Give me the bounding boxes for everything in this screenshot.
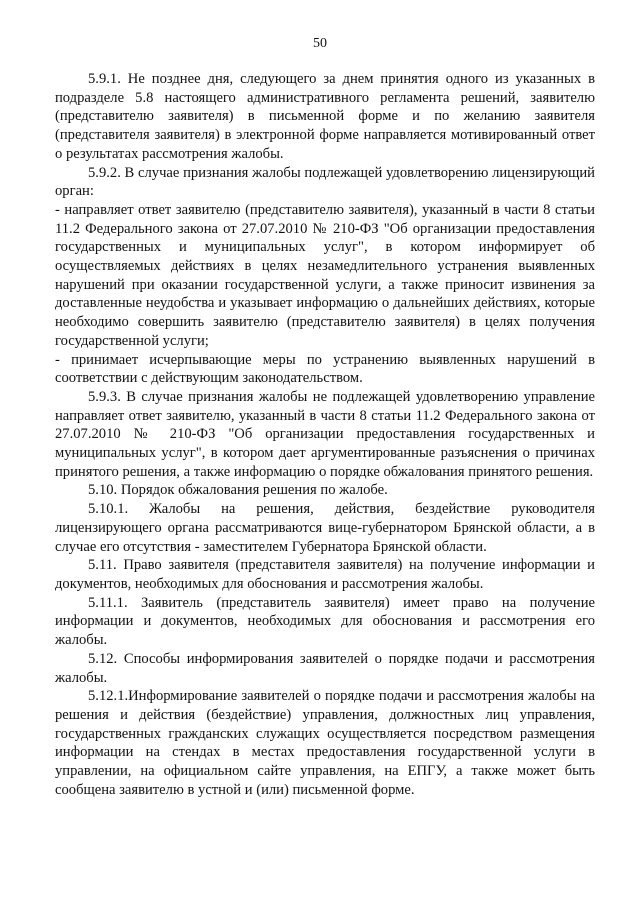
paragraph-5-9-1: 5.9.1. Не позднее дня, следующего за днем принятия одного из указанных в подразделе 5.8 настоящего административного регламента решений, заявителю (представителю заявителя) в письменной форме и по желанию заявителя (представителя заявителя) в электронной форме направляется мотивированный ответ о результатах рассмотрения жалобы. <box>55 71 595 162</box>
paragraph-5-12-1: 5.12.1.Информирование заявителей о порядке подачи и рассмотрения жалобы на решения и действия (бездействие) управления, должностных лиц управления, государственных гражданских служащих осуществляется посредством размещения информации на стендах в местах предоставления государственной услуги в управлении, на официальном сайте управления, на ЕПГУ, а также может быть сообщена заявителю в устной и (или) письменной форме. <box>55 688 595 798</box>
document-body <box>55 70 595 799</box>
paragraph-5-11: 5.11. Право заявителя (представителя заявителя) на получение информации и документов, необходимых для обоснования и рассмотрения жалобы. <box>55 557 595 592</box>
paragraph-5-9-2: 5.9.2. В случае признания жалобы подлежащей удовлетворению лицензирующий орган: <box>55 164 595 200</box>
paragraph-5-10-1: 5.10.1. Жалобы на решения, действия, бездействие руководителя лицензирующего органа рассматриваются вице-губернатором Брянской области, а в случае его отсутствия - заместителем Губернатора Брянской области. <box>55 501 595 555</box>
paragraph-5-10: 5.10. Порядок обжалования решения по жалобе. <box>88 482 388 499</box>
list-item-take-measures: - принимает исчерпывающие меры по устранению выявленных нарушений в соответствии с действующим законодательством. <box>55 351 595 387</box>
paragraph-5-9-3: 5.9.3. В случае признания жалобы не подлежащей удовлетворению управление направляет ответ заявителю, указанный в части 8 статьи 11.2 Федерального закона от 27.07.2010 № 210-ФЗ "Об организации предоставления государственных и муниципальных услуг", в котором дает аргументированные разъяснения о причинах принятого решения, а также информацию о порядке обжалования принятого решения. <box>55 388 595 480</box>
paragraph-5-12: 5.12. Способы информирования заявителей о порядке подачи и рассмотрения жалобы. <box>55 650 595 686</box>
page-number: 50 <box>313 36 327 51</box>
paragraph-5-11-1: 5.11.1. Заявитель (представитель заявителя) имеет право на получение информации и документов, необходимых для обоснования и рассмотрения его жалобы. <box>55 594 595 649</box>
list-item-send-response: - направляет ответ заявителю (представителю заявителя), указанный в части 8 статьи 11.2 Федерального закона от 27.07.2010 № 210-ФЗ "Об организации предоставления государственных и муниципальных услуг", в котором информирует об осуществляемых действиях в целях незамедлительного устранения выявленных нарушений при оказании государственной услуги, а также приносит извинения за доставленные неудобства и указывает информацию о дальнейших действиях, которые необходимо совершить заявителю (представителю заявителя) в целях получения государственной услуги; <box>55 201 595 349</box>
